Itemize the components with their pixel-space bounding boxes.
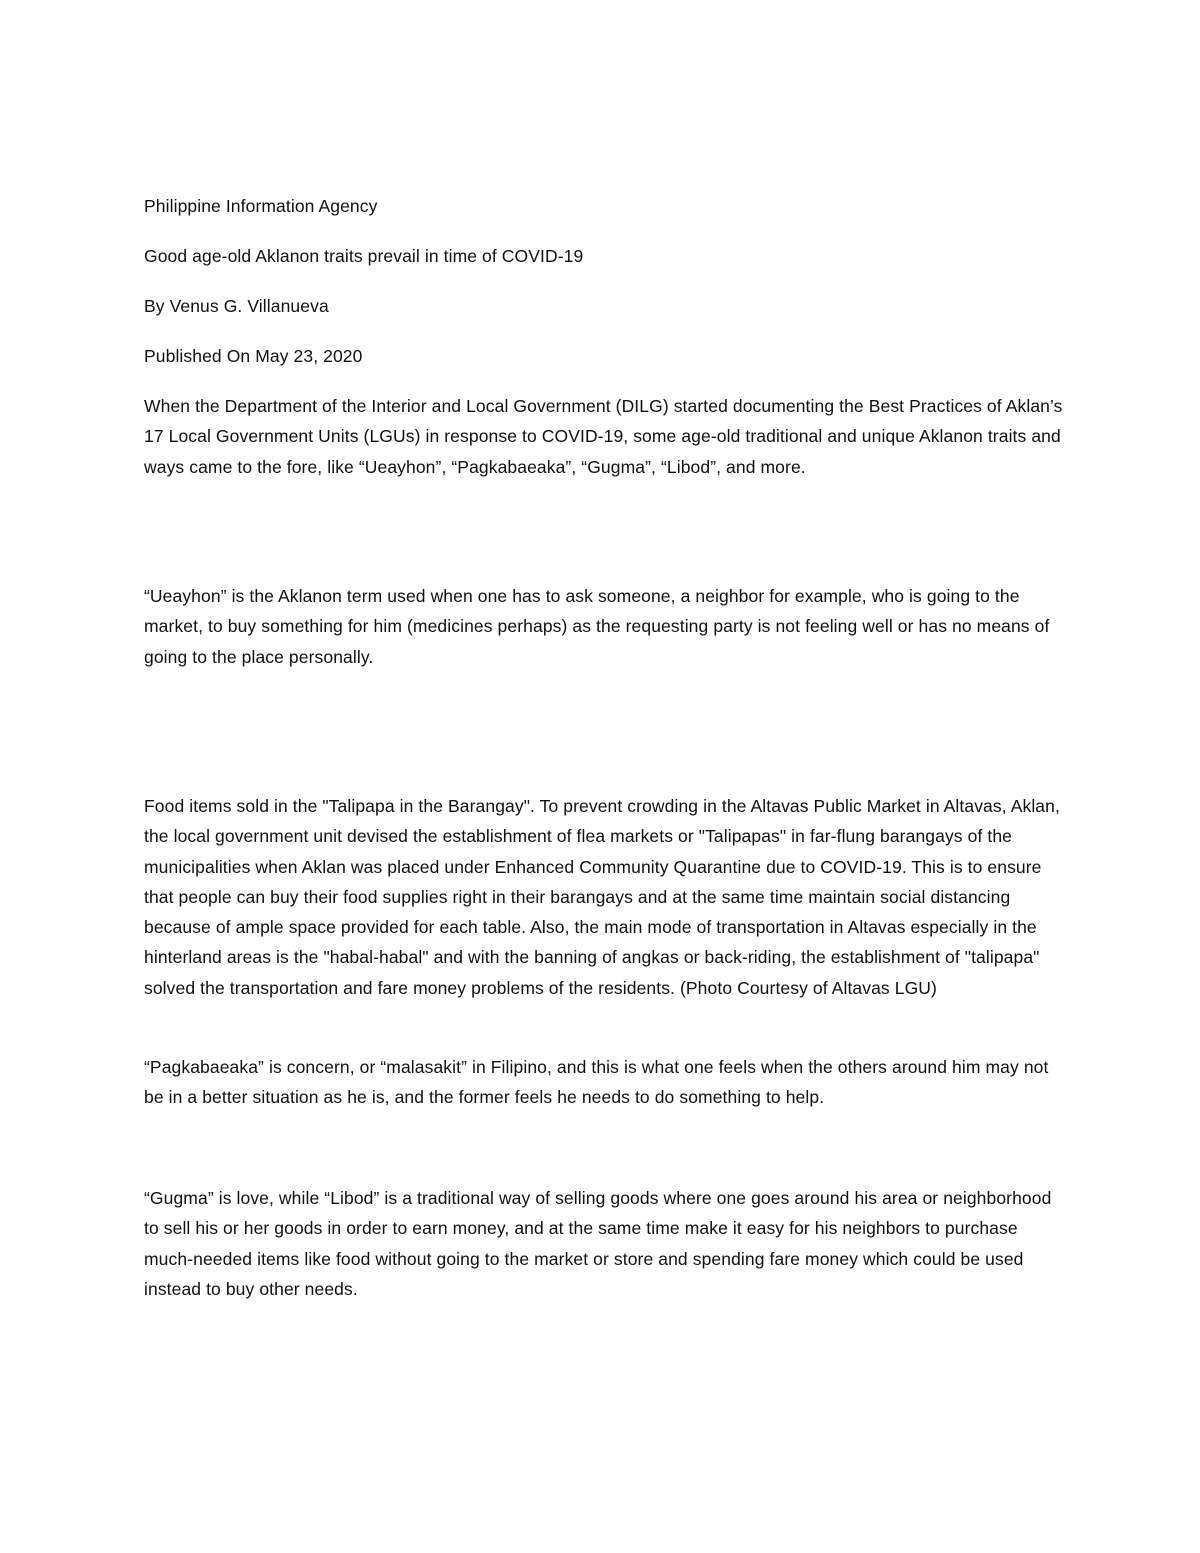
headline: Good age-old Aklanon traits prevail in time of COVID-19: [144, 246, 584, 266]
paragraph-ueayhon: “Ueayhon” is the Aklanon term used when one has to ask someone, a neighbor for example, who is going to the market, to buy something for him (medicines perhaps) as the requesting party is not feeling well or has no means of going to the place personally.: [144, 586, 1050, 667]
byline: By Venus G. Villanueva: [144, 296, 329, 316]
agency-name: Philippine Information Agency: [144, 196, 378, 216]
paragraph-photo-caption: Food items sold in the "Talipapa in the Barangay". To prevent crowding in the Altavas Public Market in Altavas, Aklan, the local government unit devised the establishment of flea markets or "Talipapas" in far-flung barangays of the municipalities when Aklan was placed under Enhanced Community Quarantine due to COVID-19. This is to ensure that people can buy their food supplies right in their barangays and at the same time maintain social distancing because of ample space provided for each table. Also, the main mode of transportation in Altavas especially in the hinterland areas is the "habal-habal" and with the banning of angkas or back-riding, the establishment of "talipapa" solved the transportation and fare money problems of the residents. (Photo Courtesy of Altavas LGU): [144, 796, 1060, 998]
paragraph-pagkabaeaka: “Pagkabaeaka” is concern, or “malasakit” in Filipino, and this is what one feels when the others around him may not be in a better situation as he is, and the former feels he needs to do something to help.: [144, 1057, 1049, 1108]
paragraph-gugma-libod: “Gugma” is love, while “Libod” is a traditional way of selling goods where one goes around his area or neighborhood to sell his or her goods in order to earn money, and at the same time make it easy for his neighbors to purchase much-needed items like food without going to the market or store and spending fare money which could be used instead to buy other needs.: [144, 1188, 1052, 1299]
paragraph-intro: When the Department of the Interior and Local Government (DILG) started documenting the Best Practices of Aklan’s 17 Local Government Units (LGUs) in response to COVID-19, some age-old traditional and unique Aklanon traits and ways came to the fore, like “Ueayhon”, “Pagkabaeaka”, “Gugma”, “Libod”, and more.: [144, 396, 1063, 477]
published-date: Published On May 23, 2020: [144, 346, 363, 366]
